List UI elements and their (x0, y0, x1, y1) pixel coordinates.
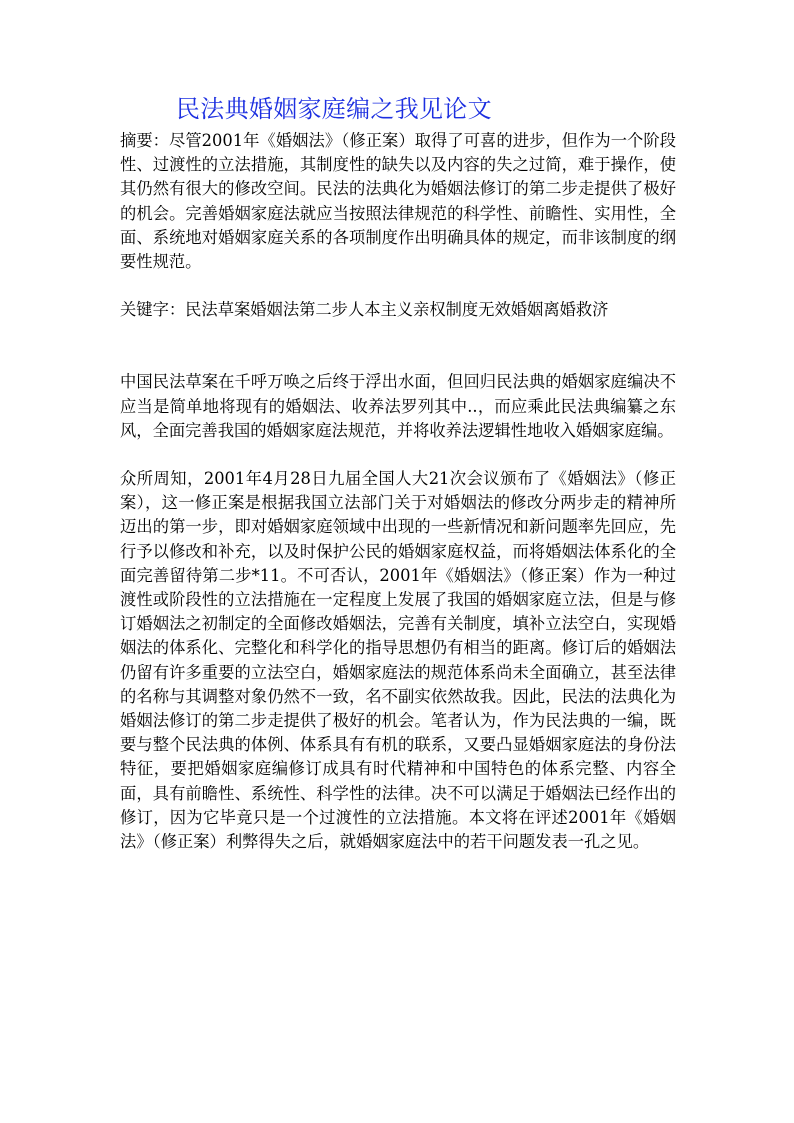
body-paragraph-2: 众所周知，2001年4月28日九届全国人大21次会议颁布了《婚姻法》（修正案），这一修正案是根据我国立法部门关于对婚姻法的修改分两步走的精神所迈出的第一步，即对婚姻家庭领域中出现的一些新情况和新问题率先回应，先行予以修改和补充，以及时保护公民的婚姻家庭权益，而将婚姻法体系化的全面完善留待第二步*11。不可否认，2001年《婚姻法》（修正案）作为一种过渡性或阶段性的立法措施在一定程度上发展了我国的婚姻家庭立法，但是与修订婚姻法之初制定的全面修改婚姻法，完善有关制度，填补立法空白，实现婚姻法的体系化、完整化和科学化的指导思想仍有相当的距离。修订后的婚姻法仍留有许多重要的立法空白，婚姻家庭法的规范体系尚未全面确立，甚至法律的名称与其调整对象仍然不一致，名不副实依然故我。因此，民法的法典化为婚姻法修订的第二步走提供了极好的机会。笔者认为，作为民法典的一编，既要与整个民法典的体例、体系具有有机的联系，又要凸显婚姻家庭法的身份法特征，要把婚姻家庭编修订成具有时代精神和中国特色的体系完整、内容全面，具有前瞻性、系统性、科学性的法律。决不可以满足于婚姻法已经作出的修订，因为它毕竟只是一个过渡性的立法措施。本文将在评述2001年《婚姻法》（修正案）利弊得失之后，就婚姻家庭法中的若干问题发表一孔之见。 (120, 469, 676, 852)
spacer (120, 274, 676, 298)
keywords-paragraph: 关键字：民法草案婚姻法第二步人本主义亲权制度无效婚姻离婚救济 (120, 300, 609, 320)
abstract-paragraph: 摘要：尽管2001年《婚姻法》（修正案）取得了可喜的进步，但作为一个阶段性、过渡性的立法措施，其制度性的缺失以及内容的失之过简，难于操作，使其仍然有很大的修改空间。民法的法典化为婚姻法修订的第二步走提供了极好的机会。完善婚姻家庭法就应当按照法律规范的科学性、前瞻性、实用性，全面、系统地对婚姻家庭关系的各项制度作出明确具体的规定，而非该制度的纲要性规范。 (120, 131, 676, 272)
document-title: 民法典婚姻家庭编之我见论文 (176, 95, 492, 123)
spacer (120, 443, 676, 467)
body-paragraph-1: 中国民法草案在千呼万唤之后终于浮出水面，但回归民法典的婚姻家庭编决不应当是简单地将现有的婚姻法、收养法罗列其中..，而应乘此民法典编纂之东风，全面完善我国的婚姻家庭法规范，并将收养法逻辑性地收入婚姻家庭编。 (120, 372, 676, 440)
document-page (120, 92, 676, 854)
spacer (120, 322, 676, 370)
